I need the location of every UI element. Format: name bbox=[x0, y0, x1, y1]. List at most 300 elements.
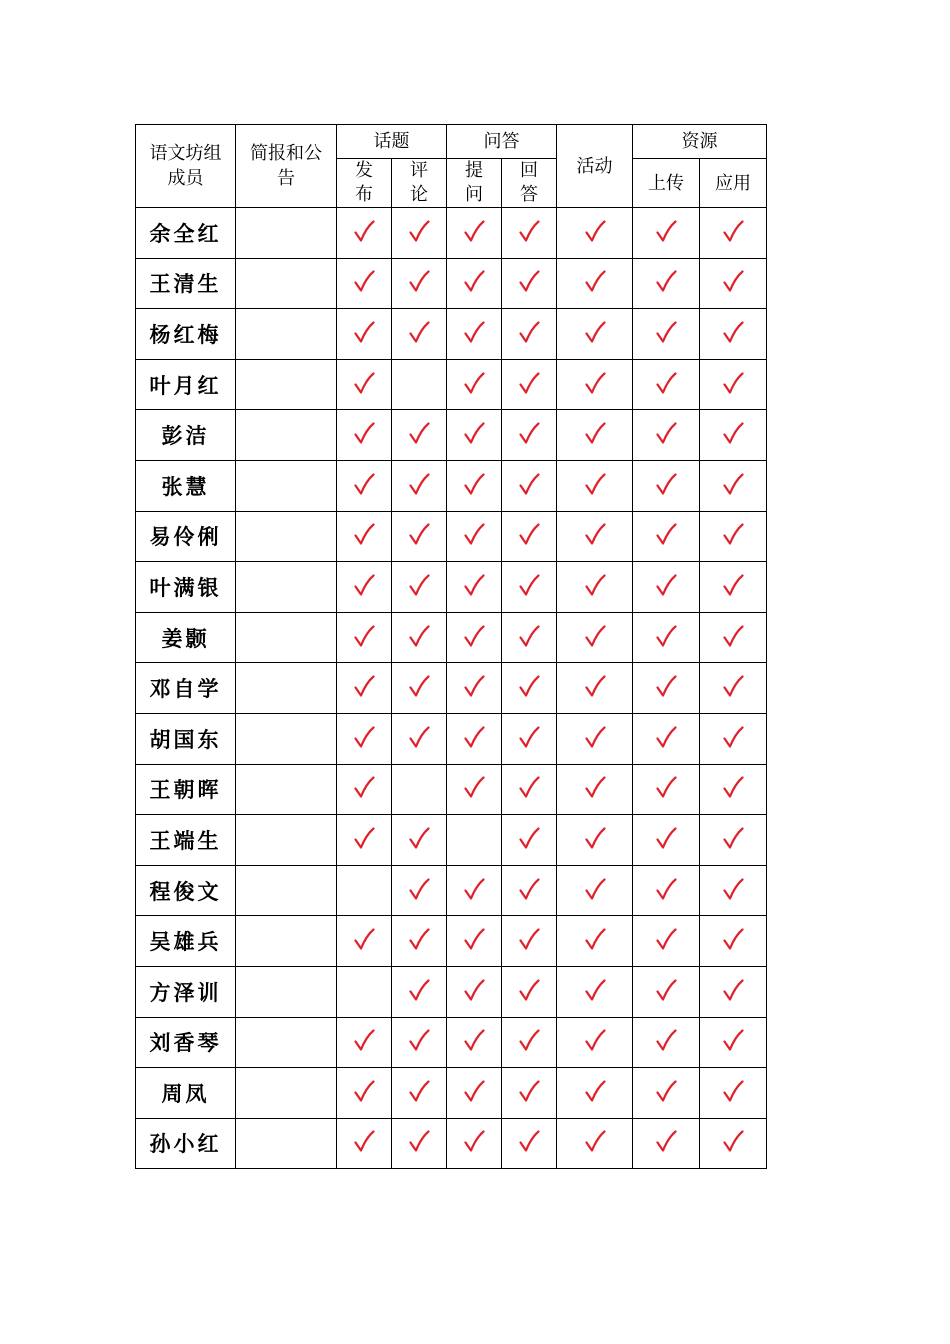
checkmark-icon bbox=[353, 927, 375, 951]
check-cell bbox=[392, 815, 447, 866]
checkmark-icon bbox=[353, 269, 375, 293]
checkmark-icon bbox=[722, 371, 744, 395]
check-cell bbox=[337, 511, 392, 562]
check-cell bbox=[447, 764, 502, 815]
checkmark-icon bbox=[353, 421, 375, 445]
checkmark-icon bbox=[518, 624, 540, 648]
member-name: 孙小红 bbox=[136, 1118, 236, 1169]
check-cell bbox=[700, 410, 767, 461]
checkmark-icon bbox=[463, 877, 485, 901]
table-row bbox=[136, 460, 767, 511]
check-cell bbox=[700, 713, 767, 764]
checkmark-icon bbox=[722, 775, 744, 799]
check-cell bbox=[502, 208, 557, 259]
check-cell bbox=[236, 865, 337, 916]
check-cell bbox=[557, 309, 633, 360]
table-row bbox=[136, 1068, 767, 1119]
checkmark-icon bbox=[463, 371, 485, 395]
check-cell bbox=[337, 1118, 392, 1169]
check-cell bbox=[447, 663, 502, 714]
check-cell bbox=[392, 309, 447, 360]
check-cell bbox=[557, 410, 633, 461]
check-cell bbox=[633, 612, 700, 663]
check-cell bbox=[700, 1068, 767, 1119]
checkmark-icon bbox=[722, 674, 744, 698]
table-row bbox=[136, 916, 767, 967]
check-cell bbox=[557, 815, 633, 866]
header-member bbox=[136, 125, 236, 208]
checkmark-icon bbox=[408, 826, 430, 850]
checkmark-icon bbox=[722, 978, 744, 1002]
checkmark-icon bbox=[463, 1079, 485, 1103]
checkmark-icon bbox=[408, 1028, 430, 1052]
checkmark-icon bbox=[655, 674, 677, 698]
checkmark-icon bbox=[408, 927, 430, 951]
checkmark-icon bbox=[584, 573, 606, 597]
checkmark-icon bbox=[722, 1129, 744, 1153]
check-cell bbox=[700, 511, 767, 562]
check-cell bbox=[447, 460, 502, 511]
header-qa-ask-label: 提问 bbox=[465, 160, 483, 205]
header-topic-comment-label: 评论 bbox=[410, 160, 428, 205]
checkmark-icon bbox=[722, 421, 744, 445]
checkmark-icon bbox=[655, 472, 677, 496]
checkmark-icon bbox=[518, 269, 540, 293]
checkmark-icon bbox=[353, 1129, 375, 1153]
checkmark-icon bbox=[518, 1129, 540, 1153]
check-cell bbox=[392, 1118, 447, 1169]
check-cell bbox=[447, 359, 502, 410]
checkmark-icon bbox=[463, 522, 485, 546]
checkmark-icon bbox=[722, 573, 744, 597]
check-cell bbox=[392, 208, 447, 259]
checkmark-icon bbox=[584, 927, 606, 951]
checkmark-icon bbox=[722, 522, 744, 546]
header-resource: 资源 bbox=[633, 125, 767, 159]
check-cell bbox=[700, 208, 767, 259]
check-cell bbox=[447, 1118, 502, 1169]
check-cell bbox=[557, 764, 633, 815]
check-cell bbox=[392, 764, 447, 815]
header-resource-upload: 上传 bbox=[633, 159, 700, 208]
check-cell bbox=[502, 258, 557, 309]
check-cell bbox=[236, 815, 337, 866]
check-cell bbox=[447, 511, 502, 562]
checkmark-icon bbox=[518, 371, 540, 395]
checkmark-icon bbox=[463, 1129, 485, 1153]
checkmark-icon bbox=[463, 472, 485, 496]
check-cell bbox=[700, 258, 767, 309]
checkmark-icon bbox=[463, 573, 485, 597]
header-qa: 问答 bbox=[447, 125, 557, 159]
checkmark-icon bbox=[722, 927, 744, 951]
member-name: 张慧 bbox=[136, 460, 236, 511]
check-cell bbox=[236, 562, 337, 613]
check-cell bbox=[447, 562, 502, 613]
check-cell bbox=[502, 511, 557, 562]
member-name: 余全红 bbox=[136, 208, 236, 259]
checkmark-icon bbox=[655, 573, 677, 597]
checkmark-icon bbox=[518, 674, 540, 698]
member-name: 刘香琴 bbox=[136, 1017, 236, 1068]
header-briefing-label: 简报和公告 bbox=[250, 143, 322, 189]
checkmark-icon bbox=[408, 219, 430, 243]
member-name: 王朝晖 bbox=[136, 764, 236, 815]
check-cell bbox=[447, 966, 502, 1017]
check-cell bbox=[447, 713, 502, 764]
member-name: 易伶俐 bbox=[136, 511, 236, 562]
check-cell bbox=[236, 713, 337, 764]
check-cell bbox=[502, 764, 557, 815]
member-name: 邓自学 bbox=[136, 663, 236, 714]
table-row bbox=[136, 612, 767, 663]
checkmark-icon bbox=[722, 320, 744, 344]
checkmark-icon bbox=[722, 1079, 744, 1103]
check-cell bbox=[557, 258, 633, 309]
checkmark-icon bbox=[408, 1129, 430, 1153]
check-cell bbox=[502, 865, 557, 916]
checkmark-icon bbox=[463, 927, 485, 951]
check-cell bbox=[502, 966, 557, 1017]
check-cell bbox=[447, 1017, 502, 1068]
check-cell bbox=[337, 1068, 392, 1119]
check-cell bbox=[557, 562, 633, 613]
header-resource-apply: 应用 bbox=[700, 159, 767, 208]
check-cell bbox=[337, 764, 392, 815]
check-cell bbox=[700, 309, 767, 360]
checkmark-icon bbox=[408, 725, 430, 749]
checkmark-icon bbox=[353, 674, 375, 698]
check-cell bbox=[337, 359, 392, 410]
check-cell bbox=[337, 460, 392, 511]
check-cell bbox=[557, 966, 633, 1017]
checkmark-icon bbox=[463, 421, 485, 445]
check-cell bbox=[337, 258, 392, 309]
checkmark-icon bbox=[655, 371, 677, 395]
check-cell bbox=[633, 562, 700, 613]
check-cell bbox=[236, 410, 337, 461]
table-row bbox=[136, 865, 767, 916]
check-cell bbox=[633, 511, 700, 562]
check-cell bbox=[700, 764, 767, 815]
checkmark-icon bbox=[353, 219, 375, 243]
checkmark-icon bbox=[408, 1079, 430, 1103]
check-cell bbox=[502, 309, 557, 360]
check-cell bbox=[557, 460, 633, 511]
checkmark-icon bbox=[518, 877, 540, 901]
header-qa-ask bbox=[447, 159, 502, 208]
table-row bbox=[136, 713, 767, 764]
check-cell bbox=[447, 612, 502, 663]
check-cell bbox=[633, 1068, 700, 1119]
checkmark-icon bbox=[518, 472, 540, 496]
check-cell bbox=[236, 1017, 337, 1068]
table-row bbox=[136, 764, 767, 815]
checkmark-icon bbox=[518, 320, 540, 344]
member-name: 吴雄兵 bbox=[136, 916, 236, 967]
check-cell bbox=[337, 562, 392, 613]
checkmark-icon bbox=[518, 775, 540, 799]
check-cell bbox=[502, 1118, 557, 1169]
check-cell bbox=[236, 309, 337, 360]
checkmark-icon bbox=[584, 269, 606, 293]
check-cell bbox=[633, 865, 700, 916]
checkmark-icon bbox=[463, 775, 485, 799]
checkmark-icon bbox=[655, 978, 677, 1002]
header-member-label: 语文坊组成员 bbox=[149, 143, 222, 189]
member-activity-table bbox=[135, 124, 767, 1169]
check-cell bbox=[392, 460, 447, 511]
checkmark-icon bbox=[655, 269, 677, 293]
header-topic-comment bbox=[392, 159, 447, 208]
checkmark-icon bbox=[584, 421, 606, 445]
check-cell bbox=[236, 1118, 337, 1169]
checkmark-icon bbox=[655, 877, 677, 901]
checkmark-icon bbox=[353, 725, 375, 749]
check-cell bbox=[236, 460, 337, 511]
table-row bbox=[136, 208, 767, 259]
checkmark-icon bbox=[722, 877, 744, 901]
check-cell bbox=[447, 258, 502, 309]
check-cell bbox=[557, 511, 633, 562]
check-cell bbox=[557, 865, 633, 916]
check-cell bbox=[557, 208, 633, 259]
member-name: 周凤 bbox=[136, 1068, 236, 1119]
check-cell bbox=[633, 460, 700, 511]
check-cell bbox=[633, 815, 700, 866]
check-cell bbox=[633, 764, 700, 815]
checkmark-icon bbox=[655, 1079, 677, 1103]
check-cell bbox=[502, 815, 557, 866]
checkmark-icon bbox=[353, 472, 375, 496]
check-cell bbox=[392, 1017, 447, 1068]
checkmark-icon bbox=[463, 320, 485, 344]
checkmark-icon bbox=[408, 421, 430, 445]
checkmark-icon bbox=[408, 573, 430, 597]
check-cell bbox=[392, 410, 447, 461]
header-topic-post bbox=[337, 159, 392, 208]
member-name: 叶月红 bbox=[136, 359, 236, 410]
check-cell bbox=[236, 966, 337, 1017]
check-cell bbox=[337, 865, 392, 916]
check-cell bbox=[502, 460, 557, 511]
check-cell bbox=[633, 916, 700, 967]
check-cell bbox=[392, 258, 447, 309]
member-name: 王清生 bbox=[136, 258, 236, 309]
check-cell bbox=[447, 309, 502, 360]
header-briefing bbox=[236, 125, 337, 208]
checkmark-icon bbox=[463, 725, 485, 749]
checkmark-icon bbox=[655, 725, 677, 749]
check-cell bbox=[633, 713, 700, 764]
check-cell bbox=[700, 1118, 767, 1169]
checkmark-icon bbox=[408, 978, 430, 1002]
table-row bbox=[136, 663, 767, 714]
checkmark-icon bbox=[518, 1028, 540, 1052]
check-cell bbox=[236, 511, 337, 562]
check-cell bbox=[337, 916, 392, 967]
checkmark-icon bbox=[584, 320, 606, 344]
checkmark-icon bbox=[584, 522, 606, 546]
check-cell bbox=[557, 359, 633, 410]
checkmark-icon bbox=[722, 472, 744, 496]
checkmark-icon bbox=[722, 725, 744, 749]
checkmark-icon bbox=[655, 775, 677, 799]
check-cell bbox=[392, 359, 447, 410]
checkmark-icon bbox=[584, 624, 606, 648]
check-cell bbox=[236, 612, 337, 663]
check-cell bbox=[236, 764, 337, 815]
table-row bbox=[136, 359, 767, 410]
check-cell bbox=[337, 966, 392, 1017]
checkmark-icon bbox=[518, 522, 540, 546]
check-cell bbox=[392, 713, 447, 764]
member-name: 杨红梅 bbox=[136, 309, 236, 360]
check-cell bbox=[337, 410, 392, 461]
member-name: 程俊文 bbox=[136, 865, 236, 916]
checkmark-icon bbox=[584, 775, 606, 799]
check-cell bbox=[700, 1017, 767, 1068]
table-row bbox=[136, 258, 767, 309]
header-topic-post-label: 发布 bbox=[355, 160, 373, 205]
checkmark-icon bbox=[353, 320, 375, 344]
check-cell bbox=[447, 410, 502, 461]
checkmark-icon bbox=[353, 573, 375, 597]
checkmark-icon bbox=[655, 1129, 677, 1153]
table-row bbox=[136, 410, 767, 461]
check-cell bbox=[633, 663, 700, 714]
check-cell bbox=[337, 208, 392, 259]
check-cell bbox=[337, 1017, 392, 1068]
check-cell bbox=[392, 663, 447, 714]
check-cell bbox=[502, 916, 557, 967]
checkmark-icon bbox=[722, 269, 744, 293]
checkmark-icon bbox=[584, 1079, 606, 1103]
check-cell bbox=[633, 208, 700, 259]
table-row bbox=[136, 511, 767, 562]
check-cell bbox=[236, 258, 337, 309]
check-cell bbox=[502, 359, 557, 410]
checkmark-icon bbox=[655, 421, 677, 445]
table-row bbox=[136, 562, 767, 613]
member-name: 叶满银 bbox=[136, 562, 236, 613]
checkmark-icon bbox=[518, 573, 540, 597]
checkmark-icon bbox=[584, 472, 606, 496]
member-name: 方泽训 bbox=[136, 966, 236, 1017]
member-name: 姜颢 bbox=[136, 612, 236, 663]
checkmark-icon bbox=[584, 674, 606, 698]
check-cell bbox=[700, 916, 767, 967]
check-cell bbox=[557, 713, 633, 764]
check-cell bbox=[502, 562, 557, 613]
check-cell bbox=[700, 460, 767, 511]
checkmark-icon bbox=[408, 624, 430, 648]
check-cell bbox=[236, 359, 337, 410]
check-cell bbox=[633, 359, 700, 410]
check-cell bbox=[447, 865, 502, 916]
check-cell bbox=[557, 612, 633, 663]
checkmark-icon bbox=[408, 269, 430, 293]
check-cell bbox=[337, 815, 392, 866]
check-cell bbox=[337, 663, 392, 714]
checkmark-icon bbox=[353, 1028, 375, 1052]
check-cell bbox=[337, 309, 392, 360]
checkmark-icon bbox=[518, 725, 540, 749]
check-cell bbox=[700, 612, 767, 663]
checkmark-icon bbox=[408, 320, 430, 344]
check-cell bbox=[557, 916, 633, 967]
check-cell bbox=[557, 1118, 633, 1169]
checkmark-icon bbox=[463, 978, 485, 1002]
checkmark-icon bbox=[722, 826, 744, 850]
checkmark-icon bbox=[584, 725, 606, 749]
header-topic: 话题 bbox=[337, 125, 447, 159]
checkmark-icon bbox=[584, 1129, 606, 1153]
check-cell bbox=[447, 208, 502, 259]
check-cell bbox=[700, 966, 767, 1017]
checkmark-icon bbox=[463, 624, 485, 648]
check-cell bbox=[236, 916, 337, 967]
checkmark-icon bbox=[408, 877, 430, 901]
checkmark-icon bbox=[463, 1028, 485, 1052]
header-activity: 活动 bbox=[557, 125, 633, 208]
checkmark-icon bbox=[353, 1079, 375, 1103]
checkmark-icon bbox=[655, 826, 677, 850]
checkmark-icon bbox=[518, 978, 540, 1002]
checkmark-icon bbox=[463, 674, 485, 698]
checkmark-icon bbox=[584, 877, 606, 901]
checkmark-icon bbox=[408, 522, 430, 546]
check-cell bbox=[392, 612, 447, 663]
table-row bbox=[136, 966, 767, 1017]
check-cell bbox=[392, 1068, 447, 1119]
checkmark-icon bbox=[722, 1028, 744, 1052]
check-cell bbox=[447, 815, 502, 866]
check-cell bbox=[392, 865, 447, 916]
checkmark-icon bbox=[353, 522, 375, 546]
check-cell bbox=[700, 359, 767, 410]
checkmark-icon bbox=[655, 219, 677, 243]
checkmark-icon bbox=[518, 927, 540, 951]
checkmark-icon bbox=[463, 269, 485, 293]
check-cell bbox=[447, 916, 502, 967]
table-row bbox=[136, 815, 767, 866]
checkmark-icon bbox=[463, 219, 485, 243]
checkmark-icon bbox=[655, 320, 677, 344]
check-cell bbox=[502, 612, 557, 663]
checkmark-icon bbox=[655, 927, 677, 951]
check-cell bbox=[633, 258, 700, 309]
checkmark-icon bbox=[353, 624, 375, 648]
check-cell bbox=[236, 1068, 337, 1119]
checkmark-icon bbox=[655, 624, 677, 648]
check-cell bbox=[502, 663, 557, 714]
checkmark-icon bbox=[518, 219, 540, 243]
check-cell bbox=[557, 1017, 633, 1068]
checkmark-icon bbox=[722, 624, 744, 648]
checkmark-icon bbox=[584, 371, 606, 395]
checkmark-icon bbox=[408, 472, 430, 496]
checkmark-icon bbox=[655, 1028, 677, 1052]
header-qa-answer bbox=[502, 159, 557, 208]
header-qa-answer-label: 回答 bbox=[520, 160, 538, 205]
checkmark-icon bbox=[353, 826, 375, 850]
check-cell bbox=[392, 916, 447, 967]
check-cell bbox=[633, 1017, 700, 1068]
check-cell bbox=[700, 865, 767, 916]
table-row bbox=[136, 309, 767, 360]
table-row bbox=[136, 1118, 767, 1169]
